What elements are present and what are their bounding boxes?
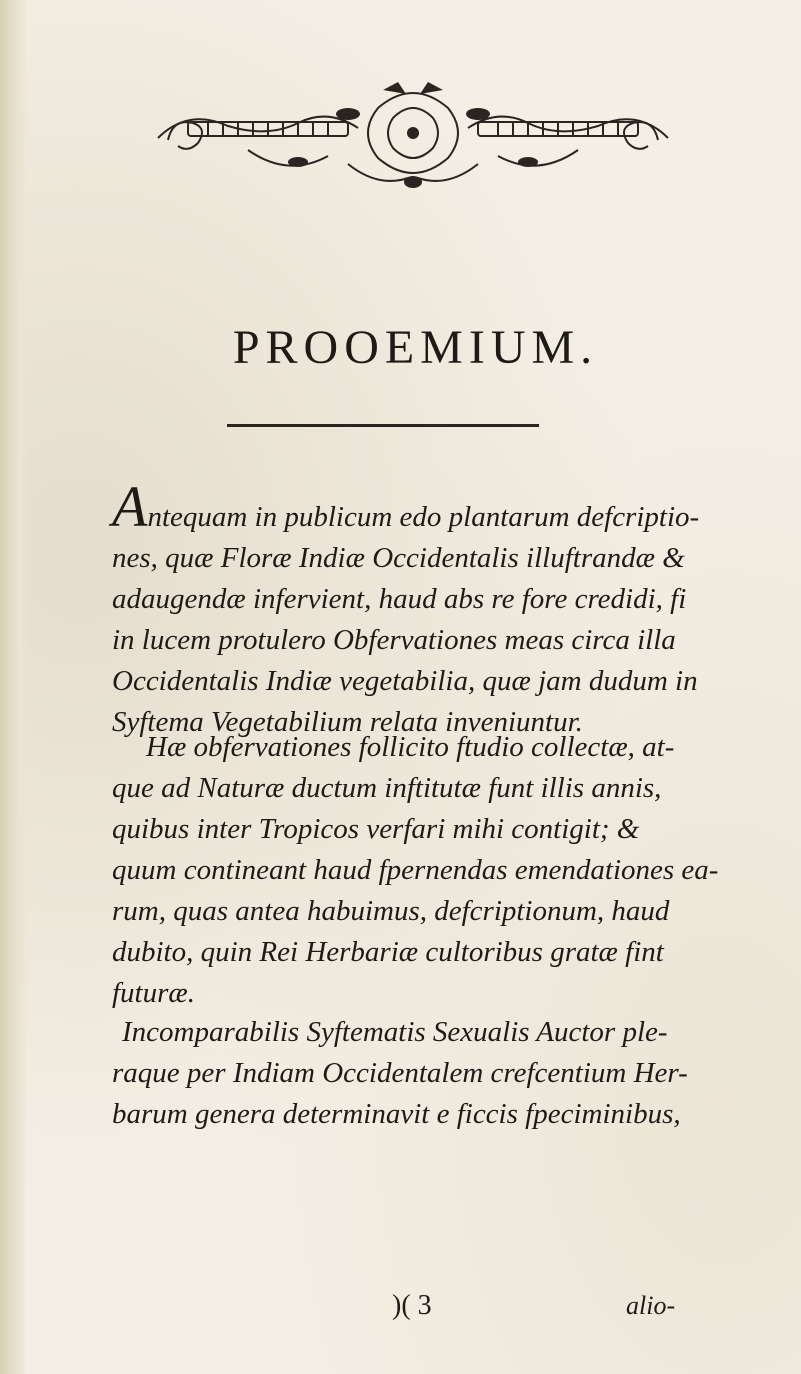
text-line: adaugendæ infervient, haud abs re fore credidi, fi: [112, 583, 687, 615]
catchword: alio-: [626, 1291, 676, 1320]
text-line: quum contineant haud fpernendas emendationes ea-: [112, 854, 719, 886]
paragraph-3: [112, 1012, 712, 1135]
text-line: dubito, quin Rei Herbariæ cultoribus gratæ fint: [112, 936, 664, 968]
drop-capital: A: [112, 474, 148, 539]
page-title: PROOEMIUM.: [232, 321, 599, 374]
title-rule: [227, 424, 539, 427]
text-line: Hæ obfervationes follicito ftudio collectæ, at-: [146, 731, 675, 763]
text-line: Incomparabilis Syftematis Sexualis Auctor ple-: [122, 1016, 668, 1048]
signature-mark: )( 3: [392, 1290, 432, 1321]
text-line: in lucem protulero Obfervationes meas circa illa: [112, 624, 676, 656]
text-line: futuræ.: [112, 977, 195, 1009]
text-line: ntequam in publicum edo plantarum defcriptio-: [147, 501, 700, 533]
paragraph-1: [112, 474, 712, 743]
text-line: barum genera determinavit e ficcis fpeciminibus,: [112, 1098, 681, 1130]
text-line: nes, quæ Floræ Indiæ Occidentalis illuftrandæ &: [112, 542, 685, 574]
text-line: quibus inter Tropicos verfari mihi contigit; &: [112, 813, 640, 845]
text-line: rum, quas antea habuimus, defcriptionum, haud: [112, 895, 670, 927]
paragraph-2: [112, 727, 719, 1014]
headpiece-ornament: [148, 78, 678, 198]
text-line: que ad Naturæ ductum inftitutæ funt illis annis,: [112, 772, 662, 804]
text-line: Syftema Vegetabilium relata inveniuntur.: [112, 706, 583, 738]
page-gutter-shadow: [0, 0, 28, 1374]
text-line: raque per Indiam Occidentalem crefcentium Her-: [112, 1057, 688, 1089]
text-line: Occidentalis Indiæ vegetabilia, quæ jam dudum in: [112, 665, 698, 697]
